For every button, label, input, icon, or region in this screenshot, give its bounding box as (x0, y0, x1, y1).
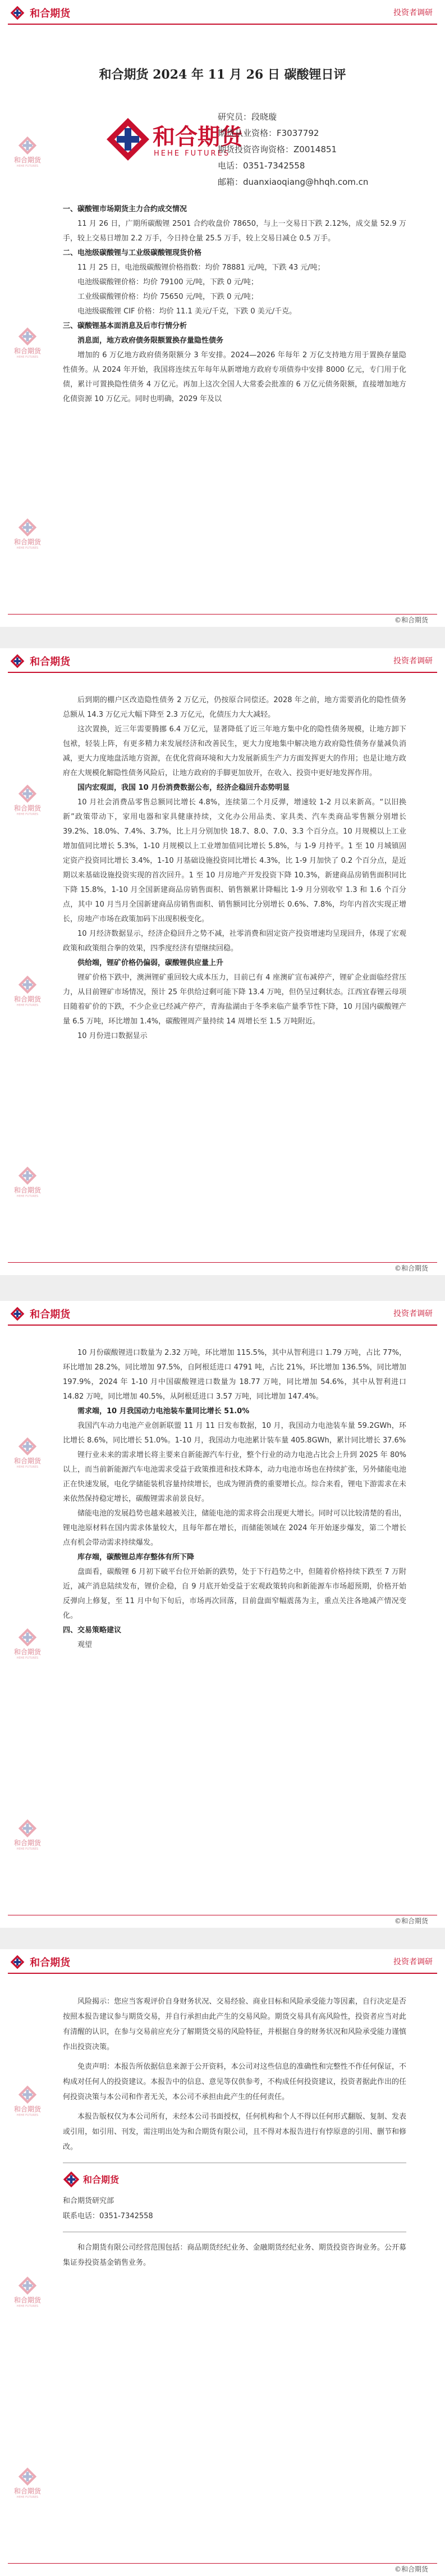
paragraph: 我国汽车动力电池产业创新联盟 11 月 11 日发布数据，10 月，我国动力电池装车量 59.2GWh，环比增长 8.6%，同比增长 51.0%。1-10 月，我国动力电池累计装车量 405.8GWh，累计同比增长 37.6% (63, 1422, 406, 1445)
watermark-logo-icon (18, 2276, 37, 2295)
page-1 (0, 0, 445, 627)
header-right-link[interactable]: 投资者调研 (393, 1309, 433, 1318)
watermark-cn: 和合期货 (13, 1186, 41, 1194)
subtitle-macro: 国内宏观面，我国 10 月份消费数据公布，经济企稳回升态势明显 (77, 784, 290, 792)
analyst-advisory-license: 期货投资咨询资格：Z0014851 (218, 144, 337, 154)
paragraph: 锂行业未来的需求增长将主要来自新能源汽车行业，整个行业的动力电池占比会上升到 2025 年 80% 以上，而当前新能源汽车电池需求受益于政策推进和技术降本，动力电池市场也在持续扩张，另外储能电池正在快速发展，电化学储能装机容量持续增长，也成为锂消费的重要增长点。综合来看，锂电下游需求在未来依然保持稳定增长，碳酸锂需求前景良好。 (63, 1451, 406, 1503)
section-1-paragraph: 11 月 26 日，广期所碳酸锂 2501 合约收盘价 78650，与上一交易日下跌 2.12%，成交量 52.9 万手，较上交易日增加 2.2 万手，今日持仓量 25.5 万手，较上交易日减仓 0.5 万手。 (63, 220, 406, 243)
section-4-title: 四、交易策略建议 (63, 1626, 122, 1635)
watermark-logo-icon (18, 1166, 37, 1185)
watermark-logo-icon (18, 975, 37, 994)
watermark-cn: 和合期货 (13, 1648, 41, 1656)
disclaimer-block (63, 1994, 406, 2275)
page3-body (63, 1346, 406, 1653)
watermark-logo (8, 784, 42, 816)
subtitle-supply: 供给端，锂矿价格仍偏弱，碳酸锂供应量上升 (77, 959, 224, 967)
footer-text: ©和合期货 (394, 1264, 428, 1272)
page-gap (0, 1928, 445, 1949)
page-3 (0, 1301, 445, 1928)
watermark-logo (8, 1437, 42, 1469)
watermark-logo-icon (18, 1628, 37, 1647)
watermark-logo-icon (18, 327, 37, 346)
header-rule (8, 24, 437, 25)
risk-disclosure: 风险揭示：您应当客观评价自身财务状况、交易经验、商业目标和风险承受能力等因素，自行决定是否按照本报告建议参与期货交易，并自行承担由此产生的交易风险。期货交易具有高风险性，投资者应当对此有清醒的认识，在参与交易前应充分了解期货交易的风险特征，并根据自身的财务状况和风险承受能力谨慎作出投资决策。 (63, 1997, 406, 2051)
watermark-en: HEHE FUTURES (16, 1466, 39, 1469)
section-3-paragraph-1: 增加的 6 万亿地方政府债务限额分 3 年安排。2024—2026 年每年 2 万亿支持地方用于置换存量隐性债务。从 2024 年开始，我国将连续五年每年从新增地方政府专项债券中安排 8000 亿元，专门用于化债，累计可置换隐性债务 4 万亿元。再加上这次全国人大常委会批准的 6 万亿元债务限额，直接增加地方化债资源 10 万亿元。同时也明确，2029 年及以 (63, 351, 406, 403)
header-rule (8, 672, 437, 673)
company-intro: 和合期货有限公司经营范围包括：商品期货经纪业务、金融期货经纪业务、期货投资咨询业务。公开募集证券投资基金销售业务。 (63, 2243, 406, 2267)
subtitle-inventory: 库存端，碳酸锂总库存整体有所下降 (77, 1553, 195, 1562)
watermark-logo-icon (18, 136, 37, 155)
watermark-logo (8, 2467, 42, 2499)
report-title: 和合期货 2024 年 11 月 26 日 碳酸锂日评 (99, 67, 346, 82)
watermark-en: HEHE FUTURES (16, 1847, 39, 1851)
strategy-text: 观望 (77, 1641, 93, 1649)
header-right-link[interactable]: 投资者调研 (393, 657, 433, 666)
watermark-cn: 和合期货 (13, 1457, 41, 1465)
footer-rule (8, 2563, 437, 2564)
header-brand: 和合期货 (30, 8, 71, 20)
section-1-title: 一、碳酸锂市场期货主力合约成交情况 (63, 205, 187, 213)
analyst-email[interactable]: 邮箱：duanxiaoqiang@hhqh.com.cn (218, 177, 369, 187)
watermark-cn: 和合期货 (13, 2296, 41, 2304)
footer-rule (8, 614, 437, 615)
watermark-en: HEHE FUTURES (16, 1004, 39, 1007)
company-phone: 联系电话：0351-7342558 (63, 2212, 153, 2220)
watermark-logo (8, 518, 42, 550)
disclaimer: 免责声明：本报告所依据信息来源于公开资料，本公司对这些信息的准确性和完整性不作任何保证，不构成对任何人的投资建议。本报告中的信息、意见等仅供参考，不构成任何投资建议，投资者据此作出的任何投资决策与本公司和作者无关，本公司不承担由此产生的任何责任。 (63, 2063, 406, 2101)
side-watermark (8, 1961, 42, 2566)
header-brand: 和合期货 (30, 1957, 71, 1969)
watermark-en: HEHE FUTURES (16, 356, 39, 359)
watermark-en: HEHE FUTURES (16, 165, 39, 168)
section-3-subtitle-1: 消息面，地方政府债务限额置换存量隐性债务 (77, 336, 224, 345)
watermark-logo (8, 1166, 42, 1198)
watermark-logo (8, 136, 42, 168)
contact-brand: 和合期货 (83, 2174, 120, 2185)
page2-body (63, 693, 406, 1044)
paragraph: 10 月份进口数据显示 (77, 1032, 148, 1040)
paragraph: 盘面看，碳酸锂 6 月初下破平台位开始新的跌势，处于下行趋势之中，但随着价格持续下跌至 7 万附近，减产消息陆续发布，锂价企稳，自 9 月底开始受益于宏观政策转向和新能源车市场超预期，价格开始反弹向上修复，至 11 月中旬下旬后，市场再次回落，目前盘面窄幅震荡为主，重点关注各地减产情况变化。 (63, 1568, 406, 1620)
paragraph: 10 月经济数据显示，经济企稳回升之势不减，社零消费和固定资产投资增速均呈现回升，体现了宏观政策和政策组合拳的效果，四季度经济有望继续回稳。 (63, 930, 406, 953)
watermark-logo-icon (18, 2085, 37, 2104)
watermark-cn: 和合期货 (13, 1839, 41, 1847)
watermark-cn: 和合期货 (13, 2487, 41, 2495)
watermark-en: HEHE FUTURES (16, 547, 39, 550)
watermark-logo-icon (18, 1819, 37, 1838)
footer-rule (8, 1262, 437, 1263)
contact-logo (63, 2171, 406, 2188)
page-header (0, 0, 445, 25)
footer-text: ©和合期货 (394, 616, 428, 624)
spot-price-index: 11 月 25 日，电池级碳酸锂价格指数：均价 78881 元/吨，下跌 43 元/吨； (77, 263, 325, 272)
watermark-cn: 和合期货 (13, 156, 41, 164)
watermark-logo (8, 1628, 42, 1660)
watermark-cn: 和合期货 (13, 347, 41, 355)
page-2 (0, 648, 445, 1275)
paragraph-imports: 10 月份碳酸锂进口数量为 2.32 万吨，环比增加 115.5%，其中从智利进口 1.79 万吨，占比 77%，环比增加 28.2%，同比增加 97.5%，自阿根廷进口 4791 吨，占比 21%，环比增加 136.5%，同比增加 197.9%，2024 年 1-10 月中国碳酸锂进口数量为 18.77 万吨，同比增加 54.6%，其中从智利进口 14.82 万吨，同比增加 40.5%，从阿根廷进口 3.57 万吨，同比增加 147.4%。 (63, 1349, 406, 1401)
page1-body (63, 202, 406, 407)
watermark-logo (8, 975, 42, 1007)
page-gap (0, 1275, 445, 1301)
paragraph: 储能电池的发展趋势也越来越被关注，储能电池的需求将会出现更大增长。同时可以比较清楚的看出，锂电池原材料在国内需求体量较大，且每年都在增长，而储能领域在 2024 年开始逐步爆发，第二个增长点有机会带动需求持续爆发。 (63, 1509, 406, 1547)
header-brand: 和合期货 (30, 1309, 71, 1321)
watermark-cn: 和合期货 (13, 995, 41, 1003)
watermark-en: HEHE FUTURES (16, 2496, 39, 2499)
watermark-logo-icon (18, 518, 37, 537)
page-gap (0, 627, 445, 648)
watermark-cn: 和合期货 (13, 538, 41, 546)
header-brand: 和合期货 (30, 656, 71, 668)
watermark-en: HEHE FUTURES (16, 2114, 39, 2117)
footer-text: ©和合期货 (394, 2565, 428, 2573)
side-watermark (8, 661, 42, 1265)
watermark-logo (8, 2276, 42, 2308)
company-department: 和合期货研究部 (63, 2197, 114, 2205)
watermark-cn: 和合期货 (13, 2105, 41, 2113)
watermark-logo-icon (18, 2467, 37, 2486)
section-3-title: 三、碳酸锂基本面消息及后市行情分析 (63, 322, 187, 330)
header-rule (8, 1325, 437, 1326)
watermark-logo (8, 327, 42, 359)
page-header (0, 1949, 445, 1974)
side-watermark (8, 1313, 42, 1918)
page-4 (0, 1949, 445, 2576)
header-right-link[interactable]: 投资者调研 (393, 1958, 433, 1967)
analyst-name: 研究员：段晓璇 (218, 112, 277, 122)
spot-price-cif: 电池级碳酸锂 CIF 价格：均价 11.1 美元/千克，下跌 0 美元/千克。 (77, 307, 297, 316)
paragraph: 后到期的棚户区改造隐性债务 2 万亿元，仍按原合同偿还。2028 年之前，地方需要消化的隐性债务总额从 14.3 万亿元大幅下降至 2.3 万亿元，化债压力大大减轻。 (63, 696, 406, 719)
spot-price-industrial: 工业级碳酸锂价格：均价 75650 元/吨，下跌 0 元/吨； (77, 293, 258, 301)
section-2-title: 二、电池级碳酸锂与工业级碳酸锂现货价格 (63, 249, 202, 257)
watermark-logo (8, 1819, 42, 1851)
watermark-en: HEHE FUTURES (16, 1656, 39, 1660)
side-watermark (8, 12, 42, 617)
spot-price-battery: 电池级碳酸锂价格：均价 79100 元/吨，下跌 0 元/吨； (77, 278, 258, 286)
watermark-en: HEHE FUTURES (16, 813, 39, 816)
watermark-cn: 和合期货 (13, 804, 41, 812)
cover-logo-icon (105, 117, 150, 162)
subtitle-demand: 需求端，10 月我国动力电池装车量同比增长 51.0% (77, 1407, 250, 1416)
page-header (0, 648, 445, 673)
paragraph: 这次置换，近三年需要腾挪 6.4 万亿元，显著降低了近三年地方集中化的隐性债务规模，让地方卸下包袱，轻装上阵，有更多精力来发展经济和改善民生，更大力度地集中解决地方政府隐性债务存量减负消减，更大力度地盘活地方资源，在优化营商环境和大力发展新质生产力方面发挥更大的作用；也是让地方政府在大规模化解隐性债务风险后，让地方政府的手脚更加放开，在收入、投资中更好地发挥作用。 (63, 725, 406, 777)
footer-text: ©和合期货 (394, 1917, 428, 1925)
company-logo-icon (63, 2171, 80, 2188)
cover-logo-cn: 和合期货 (153, 124, 242, 150)
paragraph: 锂矿价格下跌中，澳洲锂矿重回较大成本压力，目前已有 4 座澳矿宣布减停产，锂矿企业面临经营压力，从目前锂矿市场情况，预计 25 年供给过剩可能下降 13.4 万吨，但仍呈过剩状态。江西宜春锂云母项目随着矿价的下跌，不少企业已经减产停产，青海盐湖由于冬季来临产量季节性下降，10 月国内碳酸锂产量 6.5 万吨，环比增加 1.4%，碳酸锂周产量持续 14 周增长至 1.5 万吨附近。 (63, 973, 406, 1026)
analyst-info (218, 109, 368, 190)
contact-block (63, 2171, 406, 2224)
cover-logo-en: HEHE FUTURES (154, 149, 231, 158)
analyst-license: 期货从业资格：F3037792 (218, 128, 319, 138)
watermark-logo (8, 2085, 42, 2117)
page-header (0, 1301, 445, 1326)
cover-logo (105, 117, 242, 164)
header-right-link[interactable]: 投资者调研 (393, 8, 433, 17)
watermark-en: HEHE FUTURES (16, 1195, 39, 1198)
copyright-notice: 本报告版权仅为本公司所有，未经本公司书面授权，任何机构和个人不得以任何形式翻版、复制、发表或引用，如引用、刊发，需注明出处为和合期货有限公司，且不得对本报告进行有悖原意的引用、删节和修改。 (63, 2113, 406, 2151)
header-rule (8, 1973, 437, 1974)
watermark-logo-icon (18, 1437, 37, 1456)
analyst-phone: 电话：0351-7342558 (218, 161, 305, 171)
watermark-en: HEHE FUTURES (16, 2305, 39, 2308)
watermark-logo-icon (18, 784, 37, 803)
paragraph: 10 月社会消费品零售总额同比增长 4.8%，连续第二个月反弹，增速较 1-2 月以来新高。“以旧换新”政策带动下，家用电器和家具健康持续，文化办公用品类、家具类、汽车类商品零售额分别增长 39.2%、18.0%、7.4%、3.7%，比上月分别加快 18.7、8.0、7.0、3.3 个百分点。10 月规模以上工业增加值同比增长 5.3%，1-10 月规模以上工业增加值同比增长 5.8%，与 1-9 月持平。1 至 10 月城镇固定资产投资同比增长 3.4%，1-10 月基础设施投资同比增长 4.3%，比 1-9 月加快了 0.2 个百分点，是近期以来基础设施投资实现的首次回升。1 至 10 月房地产开发投资下降 10.3%，新建商品房销售面积同比下降 15.8%，1-10 月全国新建商品房销售面积、销售额累计降幅比 1-9 月分别收窄 1.3 和 1.6 个百分点，其中 10 月当月全国新建商品房销售面积、销售额同比分别增长 0.6%、7.8%，均年内首次实现正增长，房地产市场在政策加码下出现积极变化。 (63, 798, 406, 923)
